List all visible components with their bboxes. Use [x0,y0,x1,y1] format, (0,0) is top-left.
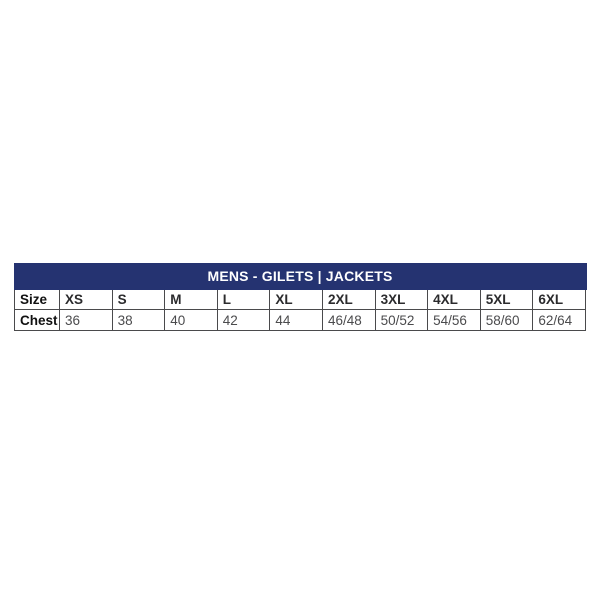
size-cell-m: M [165,289,218,310]
size-cell-3xl: 3XL [375,289,428,310]
size-cell-2xl: 2XL [322,289,375,310]
size-chart [14,263,586,331]
size-cell-s: S [112,289,165,310]
chest-cell-4xl: 54/56 [428,310,481,331]
chart-title: MENS - GILETS | JACKETS [15,264,586,289]
chest-cell-xl: 44 [270,310,323,331]
chest-row [15,310,586,331]
size-chart-table [14,263,586,331]
chest-cell-s: 38 [112,310,165,331]
chest-row-label: Chest [15,310,60,331]
size-cell-4xl: 4XL [428,289,481,310]
chest-cell-xs: 36 [60,310,113,331]
size-cell-xl: XL [270,289,323,310]
size-row-label: Size [15,289,60,310]
chest-cell-m: 40 [165,310,218,331]
chest-cell-5xl: 58/60 [480,310,533,331]
chest-cell-3xl: 50/52 [375,310,428,331]
chart-title-row [15,264,586,289]
size-cell-xs: XS [60,289,113,310]
size-cell-l: L [217,289,270,310]
chest-cell-2xl: 46/48 [322,310,375,331]
chest-cell-6xl: 62/64 [533,310,586,331]
chest-cell-l: 42 [217,310,270,331]
size-cell-6xl: 6XL [533,289,586,310]
size-cell-5xl: 5XL [480,289,533,310]
size-row [15,289,586,310]
